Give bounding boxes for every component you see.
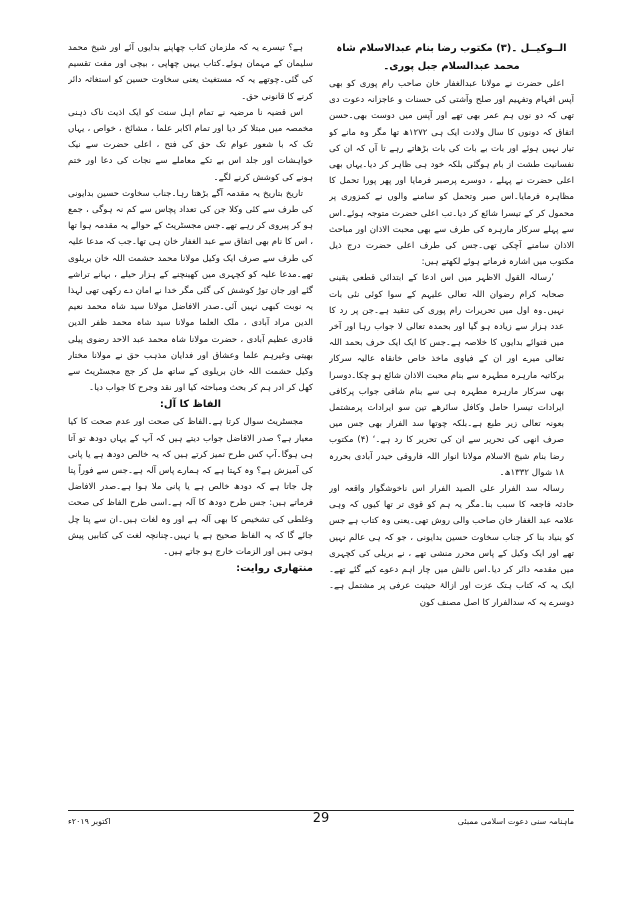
issue-date: اکتوبر ۲۰۱۹ء <box>68 817 111 826</box>
page-footer <box>68 810 574 835</box>
section-heading: منتھاری روایت: <box>236 563 313 575</box>
paragraph: رسالہ سد الفرار علی الصید الفرار اس ناخوشگوار واقعہ اور حادثہ فاجعہ کا سبب بنا۔مگر یہ ہم کو قوی تر تھا کیوں کہ وہی علامہ عبد الغفار خان صاحب والی روش تھی۔یعنی وہ کتاب ہے جس کو بنیاد بنا کر جناب سخاوت حسین بدایونی ، جو کہ ہی عالم نہیں تھے اور ایک وکیل کے پاس محرر منشی تھے ، نے بریلی کی کچہری میں مقدمہ دائر کر دیا۔اس نالش میں چار اہم دعوے کیے گئے تھے۔ایک یہ کہ کتاب ہتک عزت اور ازالۂ حیثیت عرفی پر مشتمل ہے۔دوسرے یہ کہ سدالفرار کا اصل مصنف کون <box>329 484 574 608</box>
paragraph: اس قضیہ نا مرضیہ نے تمام اہل سنت کو ایک اذیت ناک ذہنی مخمصہ میں مبتلا کر دیا اور تمام اکابر علما ، مشائخ ، خواص ، یہاں تک کہ با شعور عوام تک حق کی فتح ، اعلی حضرت سے نیک خواہشات اور جلد اس بے تکے معاملے سے نجات کی دعا اور ختم ہونے کی کوشش کرنے لگے۔ <box>68 107 313 183</box>
journal-name: ماہنامہ سنی دعوت اسلامی ممبئی <box>457 817 574 826</box>
section-heading: الــوکیــل ۔(۳) مکتوب رضا بنام عبدالاسلام شاہ محمد عبدالسلام جبل پوری۔ <box>336 43 567 72</box>
left-column <box>68 40 313 760</box>
paragraph: اعلی حضرت نے مولانا عبدالغفار خان صاحب رام پوری کو بھی آپس افہام وتفہیم اور صلح وآشتی کی حسنات و عاجزانہ دعوت دی تھی کہ دو نوں ہم عمر بھی تھے اور آپس میں دوست بھی۔حسن اتفاق کہ دونوں کا سال ولادت ایک ہی ۱۲۷۲ھ تھا مگر وہ مانے کو تیار نہیں ہوئے اور بات بے بات کی بات بڑھاتے رہے تا آں کہ ان کی نفسانیت طشت از بام ہوگئی بلکہ خود ہی ظاہر کر دیا۔یہاں بھی اعلی حضرت نے پہلے ، دوسرے پرصبر فرمایا اور پھر پورا تحمل کا مظاہرہ فرمایا۔اس صبر وتحمل کو سامنے والوں نے کمزوری پر محمول کر کے تیسرا شائع کر دیا۔تب اعلی حضرت متوجہ ہوئے۔اس سے پہلے سرکار مارہرہ کی طرف سے بھی محبت الاذان اور مباحث الاذان سامنے آچکی تھی۔جس کی طرف اعلی حضرت درج ذیل مکتوب میں اشارہ فرماتے ہوئے لکھتے ہیں: <box>329 79 574 268</box>
paragraph: ’رسالہ القول الاظہر میں اس ادعا کے ابتدائی قطعی یقینی صحابہ کرام رضوان اللہ تعالی علیہم کے سوا کوئی نئی بات نہیں۔وہ اول میں تحریرات رام پوری کی تنقید ہے۔جن پر رد کا عدد ہزار سے زیادہ ہو گیا اور بحمدہ تعالی لا جواب رہا اور آخر میں فتوائے بدایوں کا خلاصہ ہے۔جس کا ایک ایک حرف بحمد اللہ تعالی میرے اور ان کے فیاوی ماخذ خاص خانقاہ عالیہ سرکار برکاتیہ مارہرہ مطہرہ سے بنام محبت الاذان شائع ہو چکا۔دوسرا بھی سرکار مارہرہ مطہرہ ہی سے بنام شافی جواب پرکافی ایرادات تیسرا حامل وکافل سائرھے تین سو ایرادات پرمشتمل بعونہ تعالی زیر طبع ہے۔بلکہ چوتھا سد الفرار بھی جس میں صرف انھی کی تحریر سے ان کی تحریر کا رد ہے۔‘ (۴) مکتوب رضا بنام شیخ الاسلام مولانا انوار اللہ فاروقی حیدر آبادی بحررہ ۱۸ شوال ۱۳۳۲ھ۔ <box>329 273 564 478</box>
paragraph: مجسٹریٹ سوال کرتا ہے۔الفاظ کی صحت اور عدم صحت کا کیا معیار ہے؟ صدر الافاضل جواب دیتے ہیں کہ آپ کے یہاں دودھ تو آتا ہی ہوگا۔آپ کس طرح تمیز کرتے ہیں کہ یہ خالص دودھ ہے یا پانی کی آمیزش ہے؟ وہ کہتا ہے کہ ہمارے پاس آلہ ہے۔جس سے فوراً پتا چل جاتا ہے کہ دودھ خالص ہے یا پانی ملا ہوا ہے۔صدر الافاضل فرماتے ہیں: جس طرح دودھ کا آلہ ہے۔اسی طرح الفاظ کی صحت وغلطی کی تشخیص کا بھی آلہ ہے اور وہ لغات ہیں۔ان سے پتا چل جائے گا کہ یہ الفاظ صحیح ہے یا نہیں۔چنانچہ لغت کی کتابیں پیش ہوتی ہیں اور الزمات خارج ہو جاتے ہیں۔ <box>68 417 313 558</box>
paragraph: ہے؟ تیسرے یہ کہ ملزمان کتاب چھاپنے بدایوں آئے اور شیخ محمد سلیمان کے مہمان ہوئے۔کتاب یہیں چھاپی ، بیچی اور مفت تقسیم کی گئی۔چوتھے یہ کہ مستغیث یعنی سخاوت حسین کو استغاثہ دائر کرنے کا قانونی حق۔ <box>68 43 313 102</box>
paragraph: تاریخ بتاریخ یہ مقدمہ آگے بڑھتا رہا۔جناب سخاوت حسین بدایونی کی طرف سے کئی وکلا جن کی تعداد پچاس سے کم نہ ہوگی ، جمع ہو کر پیروی کر رہے تھے۔جس مجسٹریٹ کے حوالے یہ مقدمہ ہوا تھا ، اس کا نام بھی اتفاق سے عبد الغفار خان ہی تھا۔جب کہ مدعا علیہ کی طرف سے صرف ایک وکیل مولانا محمد حشمت اللہ خان بریلوی تھے۔مدعا علیہ کو کچہری میں کھینچنے کے ہزار حیلے ، بہانے تراشے گئے اور جان توڑ کوشش کی گئی مگر خدا نے امان دے رکھی تھی لہذا یہ نوبت کبھی نہیں آئی۔صدر الافاضل مولانا سید شاہ محمد نعیم الدین مراد آبادی ، ملک العلما مولانا سید شاہ محمد ظفر الدین قادری عظیم آبادی ، حضرت مولانا شاہ محمد عبد الاحد رضوی پیلی بھیتی وغیرہم علما وعشاق اور فدایان مذہب حق نے مولانا مختار وکیل حشمت اللہ خان بریلوی کے ساتھ مل کر جج مجسٹریٹ سے کھل کر ادر ہم کر بحث ومباحثہ کیا اور نقد وجرح کا جواب دیا۔ <box>68 188 313 394</box>
section-heading: الفاظ کا آل: <box>159 399 222 411</box>
text-columns <box>68 40 574 760</box>
document-page <box>68 40 574 840</box>
page-number: 29 <box>312 811 330 826</box>
right-column <box>329 40 574 760</box>
